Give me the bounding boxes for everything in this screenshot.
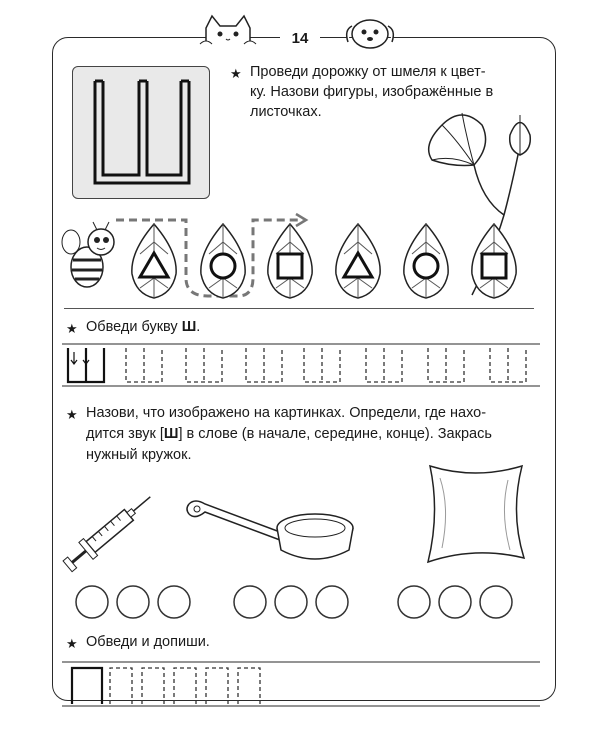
leaf-circle-5 [398,222,454,300]
big-letter-box [72,66,210,199]
write-practice-row[interactable] [62,660,542,710]
square-shape [278,254,302,278]
pillow-icon [420,458,530,568]
task2-letter: Ш [181,319,197,335]
task3-line-2a: дится звук [ [86,426,164,442]
dashed-letter-2 [186,348,222,382]
leaf-square-3 [262,222,318,300]
answer-circle-2-1[interactable] [232,584,268,620]
page-number: 14 [280,30,320,47]
task3-star-icon: ★ [66,407,78,422]
dashed-letter-1 [126,348,162,382]
dashed-letter-4 [304,348,340,382]
dashed-letter-5 [366,348,402,382]
leaf-triangle-4 [330,222,386,300]
task1-line-3: листочках. [250,104,322,120]
dashed-stroke-1 [110,668,132,704]
letter-tracing-row[interactable] [62,342,542,388]
answer-circle-1-2[interactable] [115,584,151,620]
syringe-icon [62,484,162,574]
task4-text: Обведи и допиши. [86,634,210,650]
task3-line-2 [86,425,492,444]
dashed-stroke-4 [206,668,228,704]
cat-icon [198,14,268,44]
answer-circle-1-1[interactable] [74,584,110,620]
task2-star-icon: ★ [66,321,78,336]
big-letter-glyph [73,67,211,200]
task4-star-icon: ★ [66,636,78,651]
big-letter-text: Ш [73,67,74,68]
dashed-letter-7 [490,348,526,382]
leaf-circle-2 [195,222,251,300]
task1-line-1: Проведи дорожку от шмеля к цвет- [250,64,486,80]
dashed-stroke-5 [238,668,260,704]
task2-suffix: . [196,319,201,335]
dashed-letter-3 [246,348,282,382]
dashed-stroke-2 [142,668,164,704]
traced-letter-sample [68,348,104,382]
answer-circle-3-2[interactable] [437,584,473,620]
task3-line-3: нужный кружок. [86,447,192,463]
task3-sound-letter: Ш [163,426,179,442]
answer-circle-3-1[interactable] [396,584,432,620]
task3-line-2c: ] в слове (в начале, середине, конце). Закрась [178,426,492,442]
leaf-triangle-1 [126,222,182,300]
task2-prefix: Обведи букву [86,319,182,335]
answer-circle-3-3[interactable] [478,584,514,620]
pan-icon [185,490,355,570]
solid-stroke-sample [72,668,102,704]
answer-circle-2-2[interactable] [273,584,309,620]
task1-star-icon: ★ [230,66,242,81]
dog-icon [340,14,410,44]
dashed-stroke-3 [174,668,196,704]
separator-1 [64,308,534,309]
circle-shape [211,254,235,278]
answer-circle-1-3[interactable] [156,584,192,620]
dashed-letter-6 [428,348,464,382]
circle-shape [414,254,438,278]
task1-line-2: ку. Назови фигуры, изображённые в [250,84,494,100]
square-shape [482,254,506,278]
answer-circle-2-3[interactable] [314,584,350,620]
leaf-square-6 [466,222,522,300]
task2-text [86,318,200,337]
task3-line-1: Назови, что изображено на картинках. Определи, где нахо- [86,405,487,421]
